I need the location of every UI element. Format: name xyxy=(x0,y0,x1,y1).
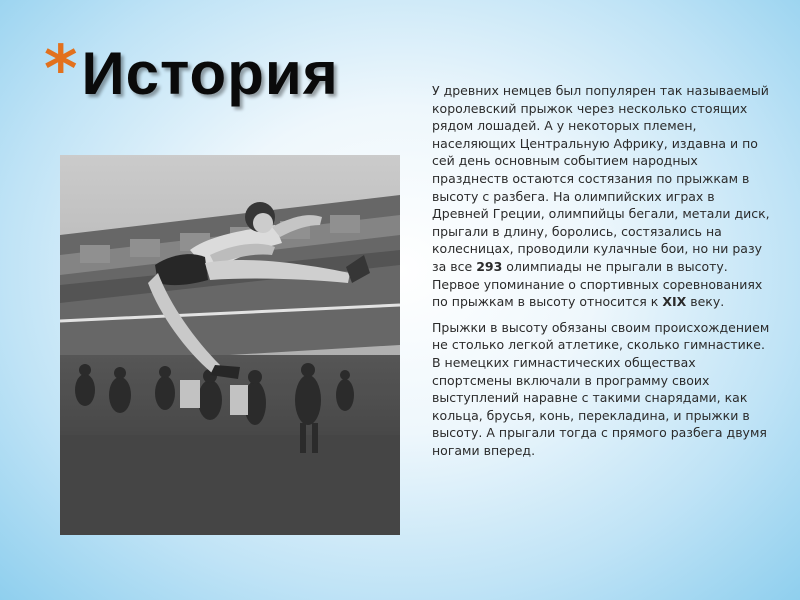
paragraph-2: Прыжки в высоту обязаны своим происхождением не столько легкой атлетике, сколько гимнастике. В немецких гимнастических обществах спортсмены включали в программу своих выступлений наравне с такими снарядами, как кольца, брусья, конь, перекладина, и прыжки в высоту. А прыгали тогда с прямого разбега двумя ногами вперед. xyxy=(432,319,770,458)
historical-high-jump-photo xyxy=(60,155,400,535)
bullet-asterisk-icon: * xyxy=(44,33,78,107)
paragraph-1 xyxy=(432,82,772,311)
slide-title: История xyxy=(81,40,339,107)
photo-illustration xyxy=(60,155,400,535)
paragraph-1-part-1: У древних немцев был популярен так называемый королевский прыжок через несколько стоящих рядом лошадей. А у некоторых племен, населяющих Центральную Африку, издавна и по сей день основным событием народных празднеств остаются состязания по прыжкам в высоту с разбега. На олимпийских играх в Древней Греции, олимпийцы бегали, метали диск, прыгали в длину, боролись, состязались на колесницах, проводили кулачные бои, но ни разу за все xyxy=(432,83,770,274)
paragraph-1-part-3: веку. xyxy=(686,294,725,310)
paragraph-1-part-2: олимпиады не прыгали в высоту. Первое упоминание о спортивных соревнованиях по прыжкам в высоту относится к xyxy=(432,258,763,310)
olympiad-count: 293 xyxy=(476,258,503,274)
title-area xyxy=(44,33,339,118)
history-text xyxy=(432,82,772,467)
century-numeral: XIX xyxy=(662,294,687,310)
